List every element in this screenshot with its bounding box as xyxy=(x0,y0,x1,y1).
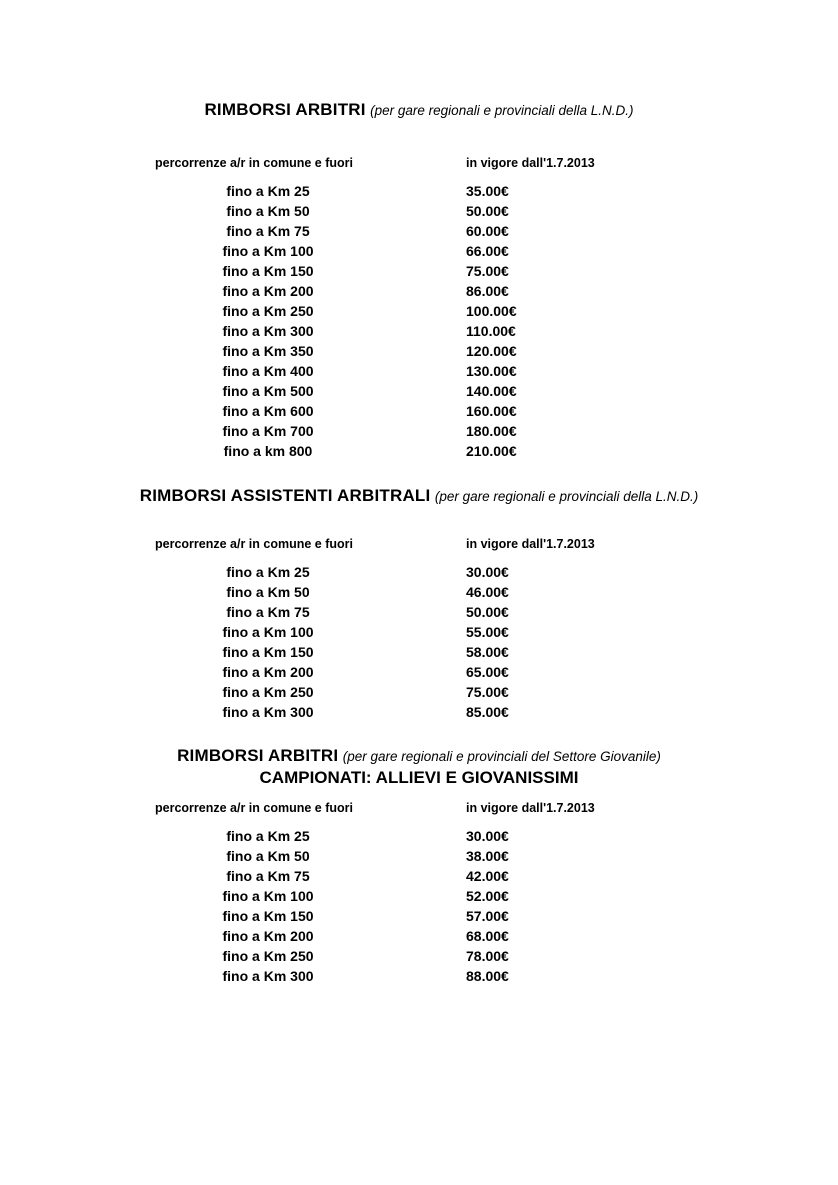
price-cell: 55.00€ xyxy=(466,624,509,640)
price-cell: 57.00€ xyxy=(466,908,509,924)
table-row xyxy=(0,221,838,241)
distance-cell: fino a Km 150 xyxy=(222,263,314,279)
price-cell: 50.00€ xyxy=(466,203,509,219)
price-cell: 35.00€ xyxy=(466,183,509,199)
section-title xyxy=(0,486,838,507)
table-row xyxy=(0,301,838,321)
distance-cell: fino a Km 100 xyxy=(222,624,314,640)
price-cell: 180.00€ xyxy=(466,423,517,439)
rate-table xyxy=(0,826,838,986)
distance-cell: fino a Km 75 xyxy=(226,604,310,620)
price-cell: 68.00€ xyxy=(466,928,509,944)
distance-cell: fino a Km 50 xyxy=(226,584,310,600)
table-row xyxy=(0,866,838,886)
price-cell: 52.00€ xyxy=(466,888,509,904)
table-row xyxy=(0,281,838,301)
column-header-valid-from: in vigore dall'1.7.2013 xyxy=(466,801,595,815)
distance-cell: fino a Km 100 xyxy=(222,243,314,259)
section-title-main: RIMBORSI ARBITRI xyxy=(177,746,339,765)
table-row xyxy=(0,181,838,201)
price-cell: 65.00€ xyxy=(466,664,509,680)
price-cell: 100.00€ xyxy=(466,303,517,319)
rate-table xyxy=(0,181,838,461)
price-cell: 38.00€ xyxy=(466,848,509,864)
column-header-valid-from: in vigore dall'1.7.2013 xyxy=(466,156,595,170)
distance-cell: fino a Km 150 xyxy=(222,908,314,924)
column-header-valid-from: in vigore dall'1.7.2013 xyxy=(466,537,595,551)
price-cell: 210.00€ xyxy=(466,443,517,459)
section-title-note: (per gare regionali e provinciali del Settore Giovanile) xyxy=(342,749,661,764)
table-row xyxy=(0,906,838,926)
table-row xyxy=(0,886,838,906)
price-cell: 75.00€ xyxy=(466,684,509,700)
section-title xyxy=(0,746,838,767)
distance-cell: fino a Km 150 xyxy=(222,644,314,660)
table-row xyxy=(0,582,838,602)
distance-cell: fino a Km 250 xyxy=(222,684,314,700)
price-cell: 160.00€ xyxy=(466,403,517,419)
distance-cell: fino a Km 300 xyxy=(222,323,314,339)
distance-cell: fino a Km 50 xyxy=(226,203,310,219)
section-title xyxy=(0,100,838,121)
table-row xyxy=(0,966,838,986)
price-cell: 86.00€ xyxy=(466,283,509,299)
price-cell: 66.00€ xyxy=(466,243,509,259)
table-row xyxy=(0,381,838,401)
table-row xyxy=(0,642,838,662)
price-cell: 30.00€ xyxy=(466,564,509,580)
distance-cell: fino a Km 500 xyxy=(222,383,314,399)
price-cell: 110.00€ xyxy=(466,323,516,339)
price-cell: 58.00€ xyxy=(466,644,509,660)
table-row xyxy=(0,946,838,966)
price-cell: 50.00€ xyxy=(466,604,509,620)
distance-cell: fino a Km 400 xyxy=(222,363,314,379)
price-cell: 130.00€ xyxy=(466,363,517,379)
table-row xyxy=(0,401,838,421)
distance-cell: fino a Km 600 xyxy=(222,403,314,419)
table-row xyxy=(0,826,838,846)
table-row xyxy=(0,261,838,281)
section-title-main: RIMBORSI ASSISTENTI ARBITRALI xyxy=(139,486,431,505)
distance-cell: fino a Km 25 xyxy=(226,183,310,199)
table-row xyxy=(0,441,838,461)
distance-cell: fino a Km 250 xyxy=(222,948,314,964)
table-row xyxy=(0,702,838,722)
price-cell: 85.00€ xyxy=(466,704,509,720)
price-cell: 46.00€ xyxy=(466,584,509,600)
price-cell: 88.00€ xyxy=(466,968,509,984)
distance-cell: fino a Km 25 xyxy=(226,564,310,580)
table-row xyxy=(0,682,838,702)
column-header-distance: percorrenze a/r in comune e fuori xyxy=(155,537,353,551)
distance-cell: fino a Km 100 xyxy=(222,888,314,904)
table-row xyxy=(0,662,838,682)
table-row xyxy=(0,421,838,441)
distance-cell: fino a Km 75 xyxy=(226,223,310,239)
price-cell: 30.00€ xyxy=(466,828,509,844)
table-row xyxy=(0,926,838,946)
distance-cell: fino a Km 300 xyxy=(222,704,314,720)
table-row xyxy=(0,562,838,582)
distance-cell: fino a Km 350 xyxy=(222,343,314,359)
distance-cell: fino a Km 250 xyxy=(222,303,314,319)
distance-cell: fino a Km 700 xyxy=(222,423,314,439)
table-row xyxy=(0,602,838,622)
table-row xyxy=(0,341,838,361)
distance-cell: fino a Km 200 xyxy=(222,283,314,299)
price-cell: 120.00€ xyxy=(466,343,517,359)
column-header-distance: percorrenze a/r in comune e fuori xyxy=(155,156,353,170)
distance-cell: fino a km 800 xyxy=(223,443,313,459)
table-row xyxy=(0,321,838,341)
price-cell: 60.00€ xyxy=(466,223,509,239)
distance-cell: fino a Km 200 xyxy=(222,664,314,680)
distance-cell: fino a Km 50 xyxy=(226,848,310,864)
distance-cell: fino a Km 200 xyxy=(222,928,314,944)
price-cell: 78.00€ xyxy=(466,948,509,964)
rate-table xyxy=(0,562,838,722)
price-cell: 42.00€ xyxy=(466,868,509,884)
price-cell: 75.00€ xyxy=(466,263,509,279)
distance-cell: fino a Km 25 xyxy=(226,828,310,844)
distance-cell: fino a Km 75 xyxy=(226,868,310,884)
section-subtitle: CAMPIONATI: ALLIEVI E GIOVANISSIMI xyxy=(259,768,579,787)
price-cell: 140.00€ xyxy=(466,383,517,399)
table-row xyxy=(0,622,838,642)
section-title-note: (per gare regionali e provinciali della L.N.D.) xyxy=(434,489,699,504)
table-row xyxy=(0,241,838,261)
table-row xyxy=(0,201,838,221)
table-row xyxy=(0,361,838,381)
section-title-note: (per gare regionali e provinciali della L.N.D.) xyxy=(370,103,634,118)
column-header-distance: percorrenze a/r in comune e fuori xyxy=(155,801,353,815)
table-row xyxy=(0,846,838,866)
distance-cell: fino a Km 300 xyxy=(222,968,314,984)
section-title-main: RIMBORSI ARBITRI xyxy=(204,100,366,119)
